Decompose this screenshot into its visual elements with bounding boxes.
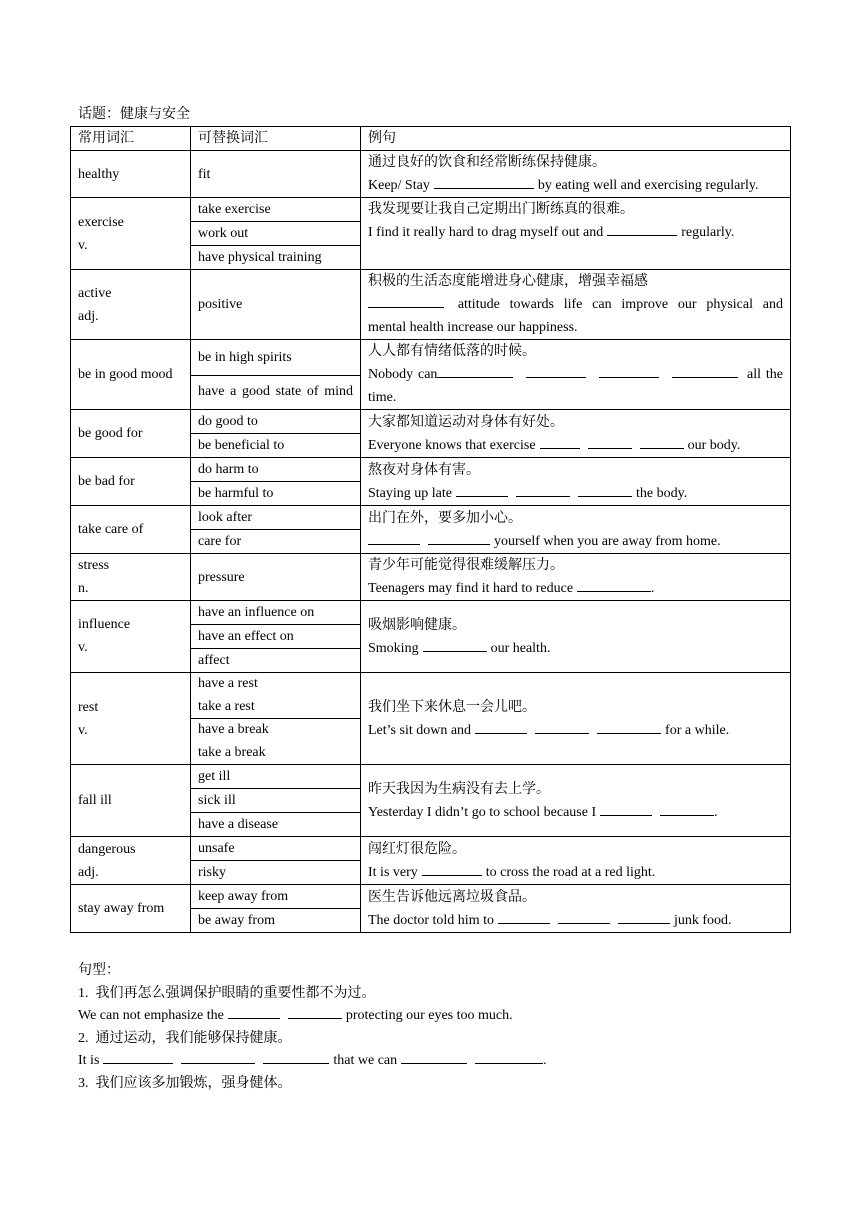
sentence-patterns (78, 960, 798, 1095)
word-cell (71, 601, 191, 673)
example-en: I find it really hard to drag myself out and regularly. (368, 225, 735, 240)
answer-blank[interactable] (288, 1006, 342, 1019)
example-cell (361, 837, 791, 885)
example-en-cont: mental health increase our happiness. (368, 320, 578, 335)
alt-cell: sick ill (191, 789, 361, 813)
example-cn: 医生告诉他远离垃圾食品。 (368, 889, 536, 905)
answer-blank[interactable] (368, 295, 444, 308)
answer-blank[interactable] (618, 911, 670, 924)
answer-blank[interactable] (422, 863, 482, 876)
answer-blank[interactable] (498, 911, 550, 924)
word-rest: rest (78, 699, 99, 715)
example-cell (361, 601, 791, 673)
example-cn: 通过良好的饮食和经常断练保持健康。 (368, 155, 606, 170)
alt-cell: care for (191, 530, 361, 554)
table-row (71, 837, 791, 861)
answer-blank[interactable] (103, 1051, 173, 1064)
alt-cell: unsafe (191, 837, 361, 861)
answer-blank[interactable] (368, 532, 420, 545)
word-cell (71, 151, 191, 198)
answer-blank[interactable] (456, 484, 508, 497)
example-en: The doctor told him to junk food. (368, 912, 732, 928)
answer-blank[interactable] (600, 803, 652, 816)
example-cn: 积极的生活态度能增进身心健康，增强幸福感 (368, 274, 648, 289)
alt-cell: look after (191, 506, 361, 530)
table-row (71, 151, 791, 198)
word-pos: v. (78, 722, 88, 738)
answer-blank[interactable] (475, 721, 527, 734)
word-exercise: exercise (78, 214, 124, 230)
alt-cell: pressure (191, 554, 361, 601)
alt-cell: do good to (191, 410, 361, 434)
word-influence: influence (78, 617, 131, 632)
example-en-cont: time. (368, 390, 397, 405)
example-cell (361, 765, 791, 837)
word-dangerous: dangerous (78, 841, 136, 857)
word-pos: adj. (78, 864, 99, 880)
answer-blank[interactable] (434, 176, 534, 189)
pattern-cn: 1. 我们再怎么强调保护眼睛的重要性都不为过。 (78, 985, 376, 1001)
answer-blank[interactable] (526, 365, 586, 378)
example-cn: 出门在外，要多加小心。 (368, 510, 522, 526)
answer-blank[interactable] (428, 532, 490, 545)
table-row (71, 340, 791, 376)
word-healthy: healthy (78, 166, 120, 182)
example-cell (361, 554, 791, 601)
example-en: Nobody can all the (368, 367, 783, 382)
alt-cell: positive (191, 270, 361, 340)
answer-blank[interactable] (599, 365, 659, 378)
alt-cell: have a good state of mind (191, 375, 361, 409)
example-en: Everyone knows that exercise our body. (368, 437, 741, 453)
table-row (71, 506, 791, 530)
answer-blank[interactable] (228, 1006, 280, 1019)
example-en: yourself when you are away from home. (368, 530, 783, 553)
table-row (71, 270, 791, 340)
example-cn: 熬夜对身体有害。 (368, 462, 480, 478)
example-cn: 吸烟影响健康。 (368, 617, 466, 633)
example-cell (361, 458, 791, 506)
table-row (71, 673, 791, 719)
example-cell (361, 673, 791, 765)
example-cell (361, 410, 791, 458)
word-cell (71, 198, 191, 270)
pattern-en: It is that we can . (78, 1053, 547, 1068)
word-active: active (78, 285, 112, 301)
pattern-en: We can not emphasize the protecting our eyes too much. (78, 1008, 513, 1023)
example-cn: 大家都知道运动对身体有好处。 (368, 414, 564, 430)
example-en: Smoking our health. (368, 640, 551, 656)
word-pos: n. (78, 581, 89, 596)
table-row (71, 765, 791, 789)
alt-cell: have a disease (191, 813, 361, 837)
alt-cell: get ill (191, 765, 361, 789)
example-cell (361, 270, 791, 340)
example-en: Let’s sit down and for a while. (368, 722, 730, 738)
word-pos: adj. (78, 308, 99, 324)
table-row (71, 198, 791, 222)
word-cell: be good for (71, 410, 191, 458)
example-cn: 我发现要让我自己定期出门断练真的很难。 (368, 202, 634, 217)
example-en: Yesterday I didn’t go to school because I . (368, 804, 718, 820)
example-en: attitude towards life can improve our physical and (368, 293, 783, 316)
word-cell: fall ill (71, 765, 191, 837)
alt-cell: have a break take a break (191, 719, 361, 765)
answer-blank[interactable] (578, 484, 632, 497)
example-cell (361, 506, 791, 554)
pattern-cn: 3. 我们应该多加锻炼，强身健体。 (78, 1075, 292, 1091)
word-cell: take care of (71, 506, 191, 554)
example-cn: 青少年可能觉得很难缓解压力。 (368, 558, 564, 573)
alt-cell: be harmful to (191, 482, 361, 506)
alt-cell: take exercise (191, 198, 361, 222)
header-common-words: 常用词汇 (71, 127, 191, 151)
example-cell (361, 885, 791, 933)
answer-blank[interactable] (263, 1051, 329, 1064)
table-row (71, 885, 791, 909)
example-cell (361, 151, 791, 198)
alt-cell: do harm to (191, 458, 361, 482)
word-cell: be in good mood (71, 340, 191, 410)
answer-blank[interactable] (597, 721, 661, 734)
example-cell (361, 340, 791, 410)
table-row (71, 554, 791, 601)
answer-blank[interactable] (607, 223, 677, 236)
example-cn: 我们坐下来休息一会儿吧。 (368, 699, 536, 715)
table-row (71, 601, 791, 625)
header-examples: 例句 (361, 127, 791, 151)
alt-cell: affect (191, 649, 361, 673)
table-row (71, 410, 791, 434)
answer-blank[interactable] (540, 436, 580, 449)
answer-blank[interactable] (660, 803, 714, 816)
word-cell (71, 270, 191, 340)
word-cell (71, 837, 191, 885)
answer-blank[interactable] (588, 436, 632, 449)
example-en: It is very to cross the road at a red light. (368, 864, 656, 880)
topic-title: 话题：健康与安全 (78, 107, 190, 122)
alt-cell: work out (191, 222, 361, 246)
alt-cell: have an effect on (191, 625, 361, 649)
example-cn: 人人都有情绪低落的时候。 (368, 344, 536, 359)
example-cn: 闯红灯很危险。 (368, 841, 466, 857)
answer-blank[interactable] (577, 579, 651, 592)
alt-cell: have a rest take a rest (191, 673, 361, 719)
example-en: Teenagers may find it hard to reduce . (368, 581, 655, 596)
alt-fit: fit (198, 166, 211, 182)
answer-blank[interactable] (401, 1051, 467, 1064)
answer-blank[interactable] (672, 365, 738, 378)
alt-cell: risky (191, 861, 361, 885)
alt-cell: keep away from (191, 885, 361, 909)
patterns-title: 句型： (78, 963, 120, 978)
alt-cell: have an influence on (191, 601, 361, 625)
answer-blank[interactable] (516, 484, 570, 497)
answer-blank[interactable] (423, 639, 487, 652)
word-cell: stay away from (71, 885, 191, 933)
table-header-row (71, 127, 791, 151)
vocabulary-table (70, 126, 791, 933)
answer-blank[interactable] (181, 1051, 255, 1064)
alt-cell: be in high spirits (191, 340, 361, 376)
alt-cell: be away from (191, 909, 361, 933)
alt-cell (191, 151, 361, 198)
answer-blank[interactable] (558, 911, 610, 924)
answer-blank[interactable] (437, 365, 513, 378)
word-pos: v. (78, 640, 88, 655)
example-en: Keep/ Stay by eating well and exercising regularly. (368, 178, 759, 193)
example-cn: 昨天我因为生病没有去上学。 (368, 781, 550, 797)
word-pos: v. (78, 237, 88, 253)
word-cell (71, 673, 191, 765)
table-row (71, 458, 791, 482)
example-en: Staying up late the body. (368, 485, 688, 501)
example-cell (361, 198, 791, 270)
pattern-cn: 2. 通过运动，我们能够保持健康。 (78, 1030, 292, 1046)
answer-blank[interactable] (640, 436, 684, 449)
word-cell: be bad for (71, 458, 191, 506)
word-stress: stress (78, 558, 110, 573)
answer-blank[interactable] (475, 1051, 543, 1064)
header-alternatives: 可替换词汇 (191, 127, 361, 151)
word-cell (71, 554, 191, 601)
alt-cell: be beneficial to (191, 434, 361, 458)
alt-cell: have physical training (191, 246, 361, 270)
answer-blank[interactable] (535, 721, 589, 734)
